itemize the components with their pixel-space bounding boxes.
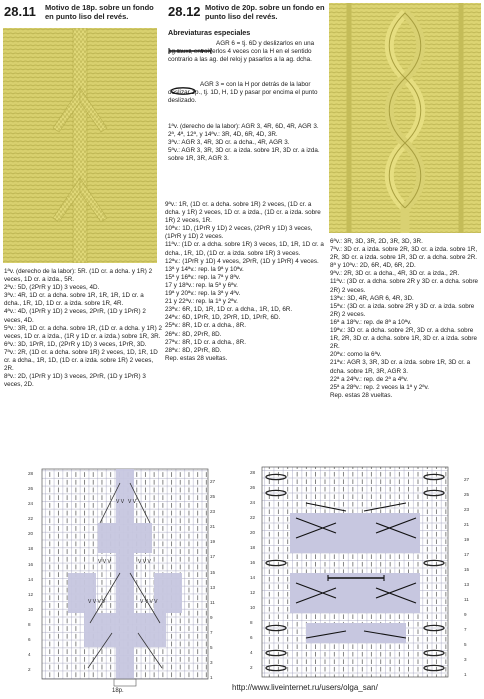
chart2-left-rows: 28 26 24 22 20 18 16 14 12 10 8 6 4 2 bbox=[250, 470, 256, 670]
pattern1-chart bbox=[28, 463, 223, 691]
abbreviations-title: Abreviaturas especiales bbox=[168, 28, 251, 37]
agr6-description: AGR 6 = tj. 6D y deslizarlos en una ag. aux., envolverlos 4 veces con la H en el sentido contrario a las ag. del reloj y pasarlos a la ag. dcha. bbox=[168, 40, 315, 64]
svg-text:V V: V V bbox=[116, 499, 125, 505]
source-url[interactable]: http://www.liveinternet.ru/users/olga_san/ bbox=[232, 683, 378, 692]
chart1-left-rows: 28 26 24 22 20 18 16 14 12 10 8 6 4 2 bbox=[28, 471, 34, 673]
svg-text:V V V: V V V bbox=[98, 559, 111, 565]
svg-text:V V V V: V V V V bbox=[88, 599, 106, 605]
pattern1-instructions: 1ªv. (derecho de la labor): 5R. (1D cr. a dcha. y 1R) 2 veces, 1D cr. a izda., 5R. 2ªv.: 5D, (2PrR y 1D) 3 veces, 4D. 3ªv.: 4R, 1D cr. a dcha. sobre 1R, 1R, 1R, 1D cr. a dcha., 1R, 1D, 1D cr. a izda. sobre 1R, 4R. 4ªv.: 4D, (1PrR y 1D) 2 veces, 2PrR, (1D y 1PrR) 2 veces, 4D. 5ªv.: 3R, 1D cr. a dcha. sobre 1R, (1D cr. a dcha. y 1R) 2 veces, 1D cr. a izda., (1R y 1D cr. a izda.) sobre 1R, 3R. 6ªv.: 3D, 1PrR, 1D, (2PrR y 1D) 3 veces, 1PrR, 3D. 7ªv.: 2R, (1D cr. a dcha. sobre 1R) 2 veces, 1D, 1R, 1D cr. a dcha., 1R, 1D, (1D cr. a izda. sobre 1R) 2 veces, 2R. 8ªv.: 2D, (1PrR y 1D) 3 veces, 2PrR, (1D y 1PrR) 3 veces, 2D. bbox=[4, 268, 162, 389]
pattern2-chart bbox=[246, 463, 478, 681]
chart1-stitch-count: 18p. bbox=[112, 688, 124, 694]
pattern2-instructions-b: 9ªv.: 1R, (1D cr. a dcha. sobre 1R) 2 veces, (1D cr. a dcha. y 1R) 2 veces, 1D cr. a izda., (1D cr. a izda. sobre 1R) 2 veces, 1R. 10ªv.: 1D, (1PrR y 1D) 2 veces, (2PrR y 1D) 3 veces, (1PrR y 1D) 2 veces. 11ªv.: (1D cr. a dcha. sobre 1R) 3 veces, 1D, 1R, 1D cr. a dcha., 1R, 1D, (1D cr. a izda. sobre 1R) 3 veces. 12ªv.: (1PrR y 1D) 4 veces, 2PrR, (1D y 1PrR) 4 veces. 13ª y 14ªv.: rep. la 9ª y 10ªv. 15ª y 16ªv.: rep. la 7ª y 8ªv. 17 y 18ªv.: rep. la 5ª y 6ªv. 19ª y 20ªv.: rep. la 3ª y 4ªv. 21 y 22ªv.: rep. la 1ª y 2ªv. 23ªv.: 6R, 1D, 1R, 1D cr. a dcha., 1R, 1D, 6R. 24ªv.: 6D, 1PrR, 1D, 2PrR, 1D, 1PrR, 6D. 25ªv.: 8R, 1D cr. a dcha., 8R. 26ªv.: 8D, 2PrR, 8D. 27ªv.: 8R, 1D cr. a dcha., 8R. 28ªv.: 8D, 2PrR, 8D. Rep. estas 28 vueltas. bbox=[165, 201, 324, 362]
svg-text:V V: V V bbox=[128, 499, 137, 505]
pattern1-number: 28.11 bbox=[4, 4, 36, 19]
svg-text:V V V: V V V bbox=[138, 559, 151, 565]
pattern2-instructions-a: 1ªv. (derecho de la labor): AGR 3, 4R, 6D, 4R, AGR 3. 2ª, 4ª, 12ª, y 14ªv.: 3R, 4D, 6R, 4D, 3R. 3ªv.: AGR 3, 4R, 3D cr. a dcha., 4R, AGR 3. 5ªv.: AGR 3, 3R, 3D cr. a izda. sobre 1R, 3D cr. a izda. sobre 1R, 3R, AGR 3. bbox=[168, 123, 320, 163]
svg-text:V V V V: V V V V bbox=[140, 599, 158, 605]
pattern2-number: 28.12 bbox=[168, 4, 201, 19]
chart2-right-rows: 27 25 23 21 19 17 15 13 11 9 7 5 3 1 bbox=[464, 477, 470, 677]
pattern1-photo bbox=[3, 28, 157, 263]
chart1-right-rows: 27 25 23 21 19 17 15 13 11 9 7 5 3 1 bbox=[210, 479, 216, 681]
pattern2-photo bbox=[329, 3, 481, 233]
pattern1-title: Motivo de 18p. sobre un fondo en punto liso del revés. bbox=[45, 3, 154, 21]
pattern2-instructions-c: 6ªv.: 3R, 3D, 3R, 2D, 3R, 3D, 3R. 7ªv.: 3D cr. a izda. sobre 2R, 3D cr. a izda. sobre 1R, 2R, 3D cr. a izda. sobre 1R, 3D cr. a dcha. sobre 2R. 8ª y 10ªv.: 2D, 6R, 4D, 6R, 2D. 9ªv.: 2R, 3D cr. a dcha., 4R, 3D cr. a izda., 2R. 11ªv.: (3D cr. a dcha. sobre 2R y 3D cr. a dcha. sobre 2R) 2 veces. 13ªv.: 3D, 4R, AGR 6, 4R, 3D. 15ªv.: (3D cr. a izda. sobre 2R y 3D cr. a izda. sobre 2R) 2 veces. 16ª a 18ªv.: rep. de 8ª a 10ªv. 19ªv.: 3D cr. a dcha. sobre 2R, 3D cr. a dcha. sobre 1R, 2R, 3D cr. a dcha. sobre 1R, 3D cr. a izda. sobre 2R. 20ªv.: como la 6ªv. 21ªv.: AGR 3, 3R, 3D cr. a izda. sobre 1R, 3D cr. a dcha. sobre 1R, 3R, AGR 3. 22ª a 24ªv.: rep. de 2ª a 4ªv. 25ª a 28ªv.: rep. 2 veces la 1ª y 2ªv. Rep. estas 28 vueltas. bbox=[330, 238, 479, 399]
agr3-description: AGR 3 = con la H por detrás de la labor deslizar 1p., tj. 1D, H, 1D y pasar por encima el punto deslizado. bbox=[168, 81, 318, 105]
pattern2-title: Motivo de 20p. sobre un fondo en punto liso del revés. bbox=[205, 3, 325, 21]
